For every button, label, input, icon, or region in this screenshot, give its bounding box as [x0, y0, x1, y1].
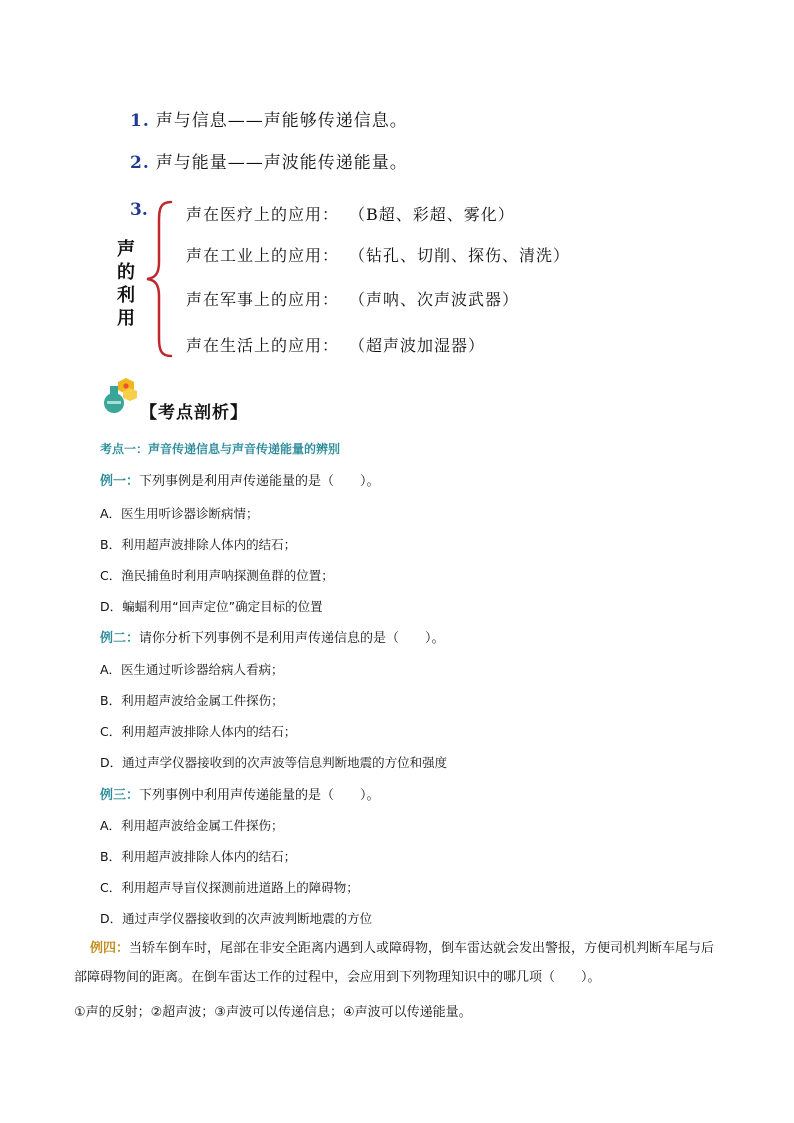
- application-item-industry: [186, 243, 570, 266]
- application-field: 声在工业上的应用：: [186, 246, 340, 265]
- applications-vertical-label: [116, 238, 136, 330]
- curly-brace: [143, 198, 179, 360]
- option: C．利用超声波排除人体内的结石；: [100, 724, 297, 739]
- application-item-daily-life: [186, 333, 485, 356]
- option: D．通过声学仪器接收到的次声波判断地震的方位: [100, 911, 373, 926]
- summary-text: 声与信息——声能够传递信息。: [155, 111, 408, 131]
- summary-line-2: [130, 148, 408, 173]
- question-tag: 例四：: [90, 941, 130, 956]
- application-field: 声在生活上的应用：: [186, 336, 340, 355]
- question-3: [100, 784, 380, 803]
- option: B．利用超声波给金属工件探伤；: [100, 693, 284, 708]
- label-char: 的: [117, 262, 135, 283]
- option: A．医生用听诊器诊断病情；: [100, 506, 259, 521]
- flask-icon: [100, 376, 140, 414]
- option: C．利用超声导盲仪探测前进道路上的障碍物；: [100, 880, 359, 895]
- question-stem: 下列事例中利用声传递能量的是（ ）。: [139, 788, 380, 803]
- label-char: 声: [117, 239, 135, 260]
- option: A．利用超声波给金属工件探伤；: [100, 818, 284, 833]
- summary-number: 2.: [130, 153, 150, 173]
- label-char: 用: [117, 308, 135, 329]
- question-stem: 请你分析下列事例不是利用声传递信息的是（ ）。: [139, 631, 445, 646]
- question-tag: 例一：: [100, 474, 140, 489]
- application-item-medical: [186, 202, 515, 225]
- application-examples: （超声波加湿器）: [357, 336, 486, 355]
- question-tag: 例三：: [100, 788, 140, 803]
- application-field: 声在医疗上的应用：: [186, 205, 340, 224]
- summary-line-1: [130, 106, 408, 131]
- application-item-military: [186, 287, 519, 310]
- question-4: [74, 934, 724, 992]
- kaodian-heading: 考点一：声音传递信息与声音传递能量的辨别: [100, 442, 341, 456]
- applications-number: 3.: [130, 200, 148, 220]
- summary-number: 1.: [130, 111, 150, 131]
- section-title: 【考点剖析】: [140, 403, 248, 423]
- application-examples: （声呐、次声波武器）: [357, 290, 520, 309]
- question-tag: 例二：: [100, 631, 140, 646]
- option: C．渔民捕鱼时利用声呐探测鱼群的位置；: [100, 568, 334, 583]
- option: B．利用超声波排除人体内的结石；: [100, 537, 297, 552]
- option: D．蝙蝠利用“回声定位”确定目标的位置: [100, 599, 323, 614]
- option: B．利用超声波排除人体内的结石；: [100, 849, 297, 864]
- option: A．医生通过听诊器给病人看病；: [100, 662, 284, 677]
- option: D．通过声学仪器接收到的次声波等信息判断地震的方位和强度: [100, 755, 448, 770]
- question-stem: 下列事例是利用声传递能量的是（ ）。: [139, 474, 380, 489]
- label-char: 利: [117, 285, 135, 306]
- summary-text: 声与能量——声波能传递能量。: [155, 153, 408, 173]
- application-examples: （钻孔、切削、探伤、清洗）: [357, 246, 571, 265]
- question-1: [100, 470, 380, 489]
- application-field: 声在军事上的应用：: [186, 290, 340, 309]
- question-stem: 当轿车倒车时，尾部在非安全距离内遇到人或障碍物，倒车雷达就会发出警报，方便司机判断车尾与后部障碍物间的距离。在倒车雷达工作的过程中，会应用到下列物理知识中的哪几项（ ）。: [74, 941, 715, 985]
- question-2: [100, 627, 445, 646]
- question-4-choices: ①声的反射；②超声波；③声波可以传递信息；④声波可以传递能量。: [74, 1005, 472, 1020]
- application-examples: （B超、彩超、雾化）: [357, 205, 515, 224]
